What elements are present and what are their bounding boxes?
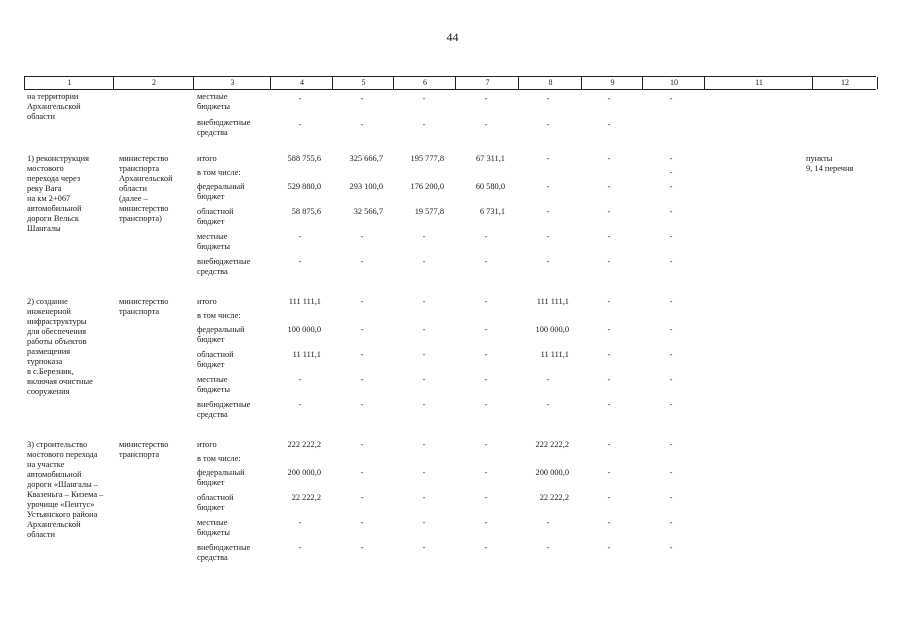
cell-value: -	[607, 297, 611, 306]
header-cell-8: 8	[518, 77, 582, 89]
cell-value: -	[298, 94, 302, 103]
cell-value: -	[546, 257, 550, 266]
cell-value: -	[360, 375, 364, 384]
row-label: федеральный бюджет	[197, 325, 245, 344]
cell-value: -	[298, 375, 302, 384]
header-cell-9: 9	[581, 77, 643, 89]
cell-value: 200 000,0	[287, 468, 321, 477]
cell-value: -	[607, 468, 611, 477]
cell-value: -	[669, 400, 673, 409]
cell-value: 22 222,2	[539, 493, 569, 502]
cell-value: -	[607, 232, 611, 241]
project-name: 1) реконструкция мостового перехода через реку Вага на км 2+067 автомобильной дороги Вельск Шангалы	[27, 154, 89, 233]
cell-value: -	[546, 518, 550, 527]
cell-value: -	[607, 493, 611, 502]
header-cell-10: 10	[642, 77, 705, 89]
header-cell-7: 7	[455, 77, 519, 89]
location-text: на территории Архангельской области	[27, 92, 81, 121]
cell-value: -	[422, 94, 426, 103]
cell-value: -	[360, 120, 364, 129]
cell-value: -	[360, 297, 364, 306]
cell-value: -	[484, 297, 488, 306]
row-label: итого	[197, 440, 217, 449]
row-label: внебюджетные средства	[197, 400, 251, 419]
cell-value: 293 100,0	[349, 182, 383, 191]
cell-value: 325 666,7	[349, 154, 383, 163]
table-header-row	[24, 76, 876, 90]
cell-value: 11 111,1	[540, 350, 569, 359]
row-label: внебюджетные средства	[197, 543, 251, 562]
row-label: в том числе:	[197, 311, 241, 320]
cell-value: -	[484, 232, 488, 241]
cell-value: -	[669, 257, 673, 266]
cell-value: -	[298, 543, 302, 552]
cell-value: -	[669, 168, 673, 177]
header-cell-6: 6	[393, 77, 456, 89]
cell-value: -	[669, 94, 673, 103]
cell-value: -	[422, 468, 426, 477]
cell-value: -	[669, 493, 673, 502]
header-cell-3: 3	[193, 77, 271, 89]
row-label: федеральный бюджет	[197, 468, 245, 487]
cell-value: 58 875,6	[291, 207, 321, 216]
row-label: федеральный бюджет	[197, 182, 245, 201]
cell-value: 32 566,7	[353, 207, 383, 216]
cell-value: -	[298, 232, 302, 241]
row-label: областной бюджет	[197, 350, 234, 369]
cell-value: -	[669, 375, 673, 384]
cell-value: -	[669, 543, 673, 552]
cell-value: -	[298, 257, 302, 266]
cell-value: -	[669, 518, 673, 527]
page-number: 44	[446, 30, 459, 44]
row-label: в том числе:	[197, 168, 241, 177]
cell-value: -	[298, 400, 302, 409]
cell-value: -	[360, 325, 364, 334]
cell-value: -	[669, 468, 673, 477]
cell-value: -	[484, 120, 488, 129]
cell-value: -	[422, 350, 426, 359]
row-label: итого	[197, 154, 217, 163]
cell-value: 222 222,2	[535, 440, 569, 449]
cell-value: -	[669, 154, 673, 163]
cell-value: 6 731,1	[479, 207, 505, 216]
cell-value: -	[484, 518, 488, 527]
cell-value: -	[298, 120, 302, 129]
cell-value: -	[422, 257, 426, 266]
cell-value: -	[607, 120, 611, 129]
cell-value: 19 577,8	[414, 207, 444, 216]
cell-value: -	[422, 232, 426, 241]
cell-value: -	[484, 440, 488, 449]
row-label: внебюджетные средства	[197, 257, 251, 276]
cell-value: -	[422, 375, 426, 384]
cell-value: 22 222,2	[291, 493, 321, 502]
cell-value: 200 000,0	[535, 468, 569, 477]
cell-value: -	[669, 297, 673, 306]
cell-value: -	[669, 232, 673, 241]
cell-value: -	[484, 94, 488, 103]
row-label: внебюджетные средства	[197, 118, 251, 137]
row-label: местные бюджеты	[197, 375, 231, 394]
row-label: итого	[197, 297, 217, 306]
cell-value: 67 311,1	[475, 154, 505, 163]
cell-value: -	[484, 350, 488, 359]
cell-value: -	[546, 120, 550, 129]
cell-value: -	[546, 182, 550, 191]
cell-value: -	[669, 440, 673, 449]
cell-value: -	[669, 182, 673, 191]
cell-value: -	[360, 468, 364, 477]
cell-value: -	[484, 493, 488, 502]
cell-value: -	[484, 468, 488, 477]
cell-value: -	[360, 257, 364, 266]
cell-value: -	[607, 375, 611, 384]
cell-value: -	[546, 400, 550, 409]
cell-value: 111 111,1	[288, 297, 321, 306]
cell-value: -	[422, 543, 426, 552]
cell-value: -	[669, 207, 673, 216]
cell-value: -	[607, 94, 611, 103]
cell-value: -	[607, 350, 611, 359]
cell-value: -	[360, 400, 364, 409]
header-cell-5: 5	[332, 77, 394, 89]
cell-value: -	[422, 440, 426, 449]
header-cell-1: 1	[24, 77, 114, 89]
cell-value: -	[484, 543, 488, 552]
cell-value: -	[546, 375, 550, 384]
cell-value: -	[546, 94, 550, 103]
header-cell-12: 12	[812, 77, 878, 89]
cell-value: -	[607, 325, 611, 334]
cell-value: -	[422, 120, 426, 129]
header-cell-4: 4	[270, 77, 333, 89]
cell-value: -	[546, 232, 550, 241]
cell-value: -	[484, 257, 488, 266]
cell-value: -	[546, 543, 550, 552]
row-label: областной бюджет	[197, 493, 234, 512]
cell-value: -	[360, 232, 364, 241]
cell-value: -	[607, 543, 611, 552]
cell-value: -	[360, 350, 364, 359]
cell-value: 195 777,8	[410, 154, 444, 163]
cell-value: -	[546, 207, 550, 216]
responsible-agency: министерство транспорта	[119, 440, 169, 459]
row-label: местные бюджеты	[197, 92, 231, 111]
cell-value: 222 222,2	[287, 440, 321, 449]
cell-value: -	[607, 440, 611, 449]
cell-value: 111 111,1	[536, 297, 569, 306]
cell-value: -	[360, 440, 364, 449]
row-label: местные бюджеты	[197, 518, 231, 537]
cell-value: 100 000,0	[535, 325, 569, 334]
project-name: 2) создание инженерной инфраструктуры для обеспечения работы объектов размещения турпоказа в с.Березник, включая очистные сооружения	[27, 297, 93, 396]
cell-value: 176 200,0	[410, 182, 444, 191]
cell-value: 588 755,6	[287, 154, 321, 163]
cell-value: -	[422, 493, 426, 502]
cell-value: -	[607, 154, 611, 163]
row-label: в том числе:	[197, 454, 241, 463]
cell-value: -	[607, 518, 611, 527]
row-label: местные бюджеты	[197, 232, 231, 251]
cell-value: -	[484, 375, 488, 384]
project-name: 3) строительство мостового перехода на участке автомобильной дороги «Шангалы – Квазеньга – Кизема – урочище «Пентус» Устьянского района Архангельской области	[27, 440, 104, 539]
cell-value: -	[484, 325, 488, 334]
cell-value: -	[607, 257, 611, 266]
cell-value: 11 111,1	[292, 350, 321, 359]
cell-value: -	[422, 400, 426, 409]
cell-value: -	[360, 94, 364, 103]
header-cell-2: 2	[113, 77, 194, 89]
cell-value: -	[422, 325, 426, 334]
cell-value: -	[484, 400, 488, 409]
cell-value: -	[546, 154, 550, 163]
cell-value: -	[360, 518, 364, 527]
cell-value: 100 000,0	[287, 325, 321, 334]
notes-text: пункты 9, 14 перечня	[806, 154, 854, 173]
cell-value: -	[669, 325, 673, 334]
cell-value: 60 580,0	[475, 182, 505, 191]
cell-value: 529 880,0	[287, 182, 321, 191]
responsible-agency: министерство транспорта	[119, 297, 169, 316]
cell-value: -	[607, 182, 611, 191]
responsible-agency: министерство транспорта Архангельской области (далее – министерство транспорта)	[119, 154, 173, 223]
cell-value: -	[360, 493, 364, 502]
cell-value: -	[607, 207, 611, 216]
cell-value: -	[422, 297, 426, 306]
cell-value: -	[607, 400, 611, 409]
cell-value: -	[360, 543, 364, 552]
cell-value: -	[422, 518, 426, 527]
cell-value: -	[298, 518, 302, 527]
cell-value: -	[669, 350, 673, 359]
header-cell-11: 11	[704, 77, 813, 89]
row-label: областной бюджет	[197, 207, 234, 226]
